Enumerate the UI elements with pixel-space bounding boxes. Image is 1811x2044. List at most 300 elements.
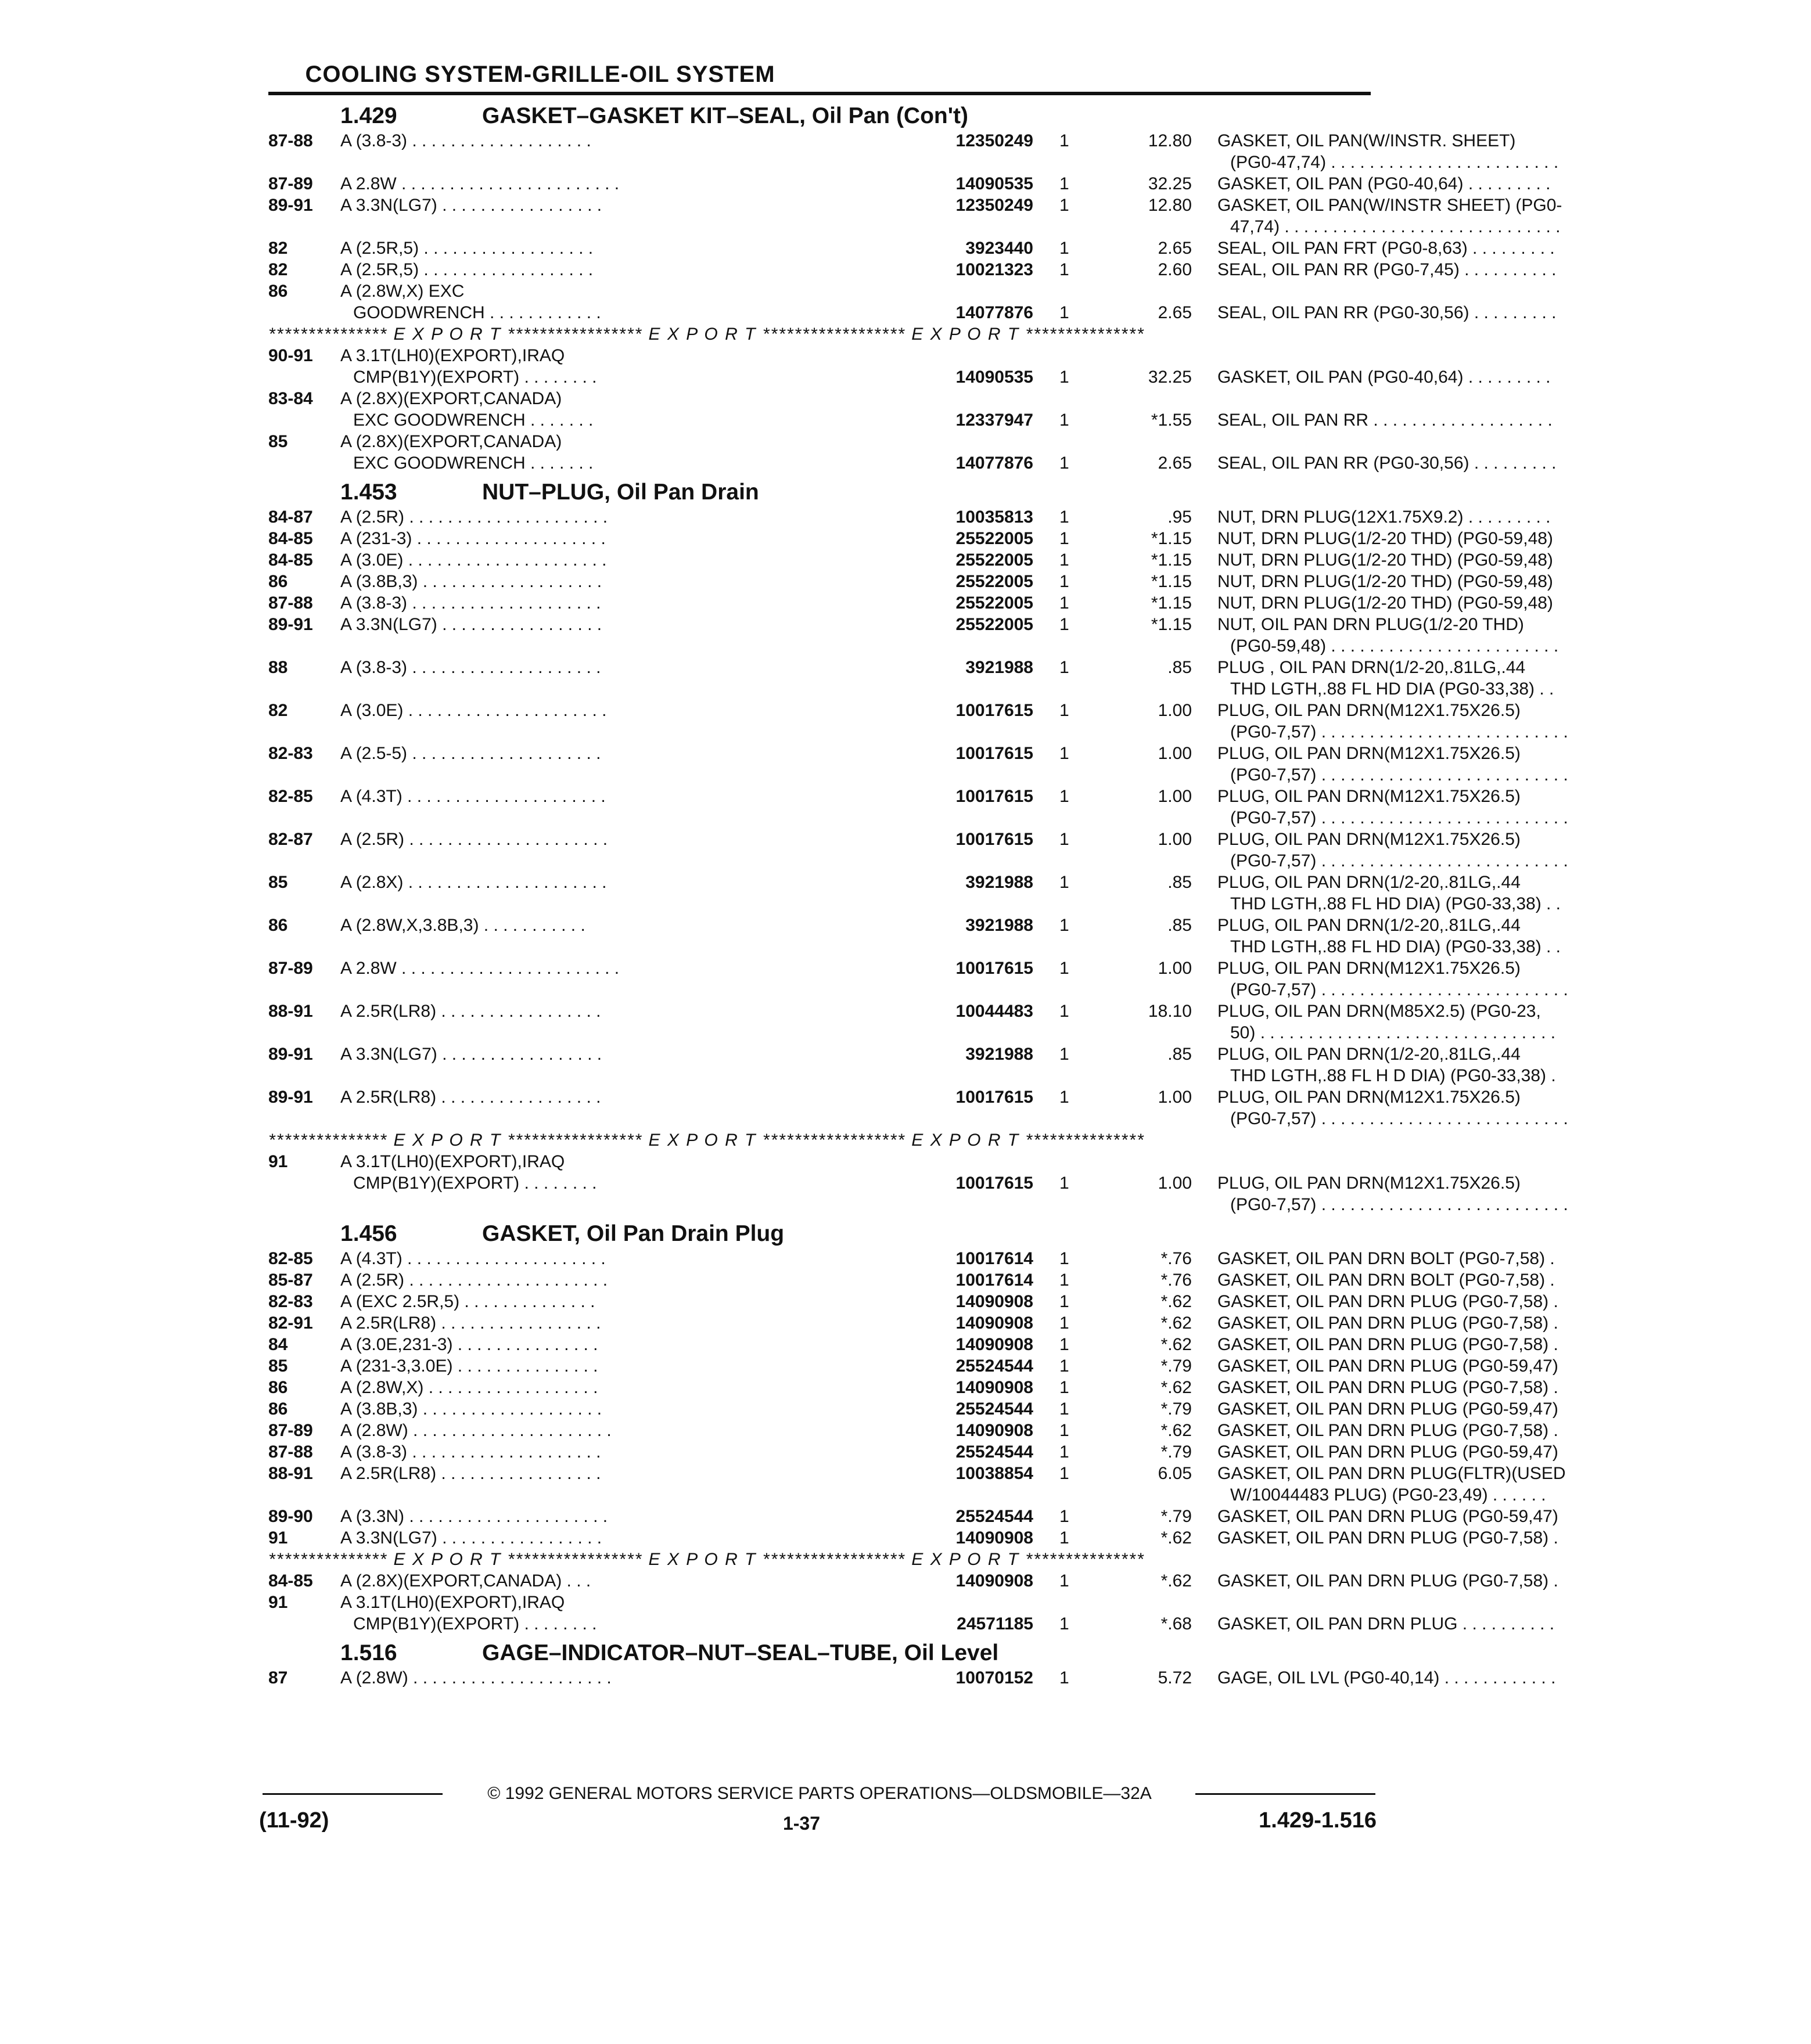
part-number: 10017615 [955,959,1033,978]
part-number: 10070152 [955,1668,1033,1687]
part-number: 3921988 [965,873,1033,892]
price: *.62 [1160,1335,1192,1354]
quantity: 1 [1059,260,1069,279]
description: GASKET, OIL PAN DRN PLUG (PG0-7,58) . [1217,1528,1558,1548]
part-number: 14090535 [955,174,1033,193]
quantity: 1 [1059,1442,1069,1462]
quantity: 1 [1059,593,1069,613]
description: PLUG, OIL PAN DRN(M12X1.75X26.5) [1217,1088,1521,1107]
application: A (2.5R) . . . . . . . . . . . . . . . . . . . . . [340,508,608,527]
quantity: 1 [1059,1174,1069,1193]
model-years: 87-89 [268,174,313,193]
application: A (3.3N) . . . . . . . . . . . . . . . . . . . . . [340,1507,608,1526]
section-heading [268,1215,1371,1248]
quantity: 1 [1059,303,1069,322]
description: GAGE, OIL LVL (PG0-40,14) . . . . . . . . . . . . [1217,1668,1556,1687]
application: A (3.0E) . . . . . . . . . . . . . . . . . . . . . [340,550,607,570]
list-item [268,1291,1558,1312]
part-number: 14090908 [955,1378,1033,1397]
application: A (3.0E,231-3) . . . . . . . . . . . . . . . [340,1335,598,1354]
description: GASKET, OIL PAN(W/INSTR. SHEET) [1217,131,1516,150]
model-years: 88 [268,658,288,677]
description: NUT, DRN PLUG(12X1.75X9.2) . . . . . . . . . [1217,508,1551,527]
model-years: 86 [268,1399,288,1419]
price: 18.10 [1148,1002,1192,1021]
price: .95 [1167,508,1192,527]
export-divider: *************** E X P O R T ***************** E X P O R T ****************** E X P O R T *************** [268,1131,1145,1150]
model-years: 84-87 [268,508,313,527]
list-item [268,614,1559,657]
application: A (2.8W,X) EXC [340,282,465,301]
price: *.62 [1160,1378,1192,1397]
description-cont: (PG0-7,57) . . . . . . . . . . . . . . . . . . . . . . . . . . [1230,1109,1568,1128]
description-cont: W/10044483 PLUG) (PG0-23,49) . . . . . . [1230,1485,1546,1505]
quantity: 1 [1059,411,1069,430]
quantity: 1 [1059,1088,1069,1107]
quantity: 1 [1059,916,1069,935]
list-item [268,958,1568,1001]
model-years: 82 [268,701,288,720]
model-years: 82-91 [268,1314,313,1333]
application: A (2.5-5) . . . . . . . . . . . . . . . . . . . . [340,744,601,763]
description: GASKET, OIL PAN DRN PLUG (PG0-7,58) . [1217,1378,1558,1397]
application: A 2.5R(LR8) . . . . . . . . . . . . . . . . . [340,1464,601,1483]
price: 6.05 [1158,1464,1192,1483]
list-item [268,388,1553,431]
price: *.76 [1160,1271,1192,1290]
model-years: 85 [268,873,288,892]
price: *1.55 [1151,411,1192,430]
application: A (3.8B,3) . . . . . . . . . . . . . . . . . . . [340,572,602,591]
application: A (EXC 2.5R,5) . . . . . . . . . . . . . . [340,1292,595,1311]
list-item [268,700,1568,743]
description: SEAL, OIL PAN FRT (PG0-8,63) . . . . . . . . . [1217,239,1555,258]
price: 1.00 [1158,830,1192,849]
part-number: 25522005 [955,593,1033,613]
part-number: 10017615 [955,787,1033,806]
price: *1.15 [1151,572,1192,591]
model-years: 84-85 [268,550,313,570]
description-cont: (PG0-7,57) . . . . . . . . . . . . . . . . . . . . . . . . . . [1230,808,1568,827]
price: 5.72 [1158,1668,1192,1687]
price: *.62 [1160,1314,1192,1333]
application: A (2.5R,5) . . . . . . . . . . . . . . . . . . [340,239,594,258]
part-number: 25524544 [955,1507,1033,1526]
description: PLUG, OIL PAN DRN(M12X1.75X26.5) [1217,1174,1521,1193]
price: 32.25 [1148,174,1192,193]
application-cont: GOODWRENCH . . . . . . . . . . . . [353,303,601,322]
quantity: 1 [1059,1045,1069,1064]
description-cont: (PG0-59,48) . . . . . . . . . . . . . . . . . . . . . . . . [1230,636,1559,656]
application: A 3.3N(LG7) . . . . . . . . . . . . . . . . . [340,615,602,634]
application: A (2.8X)(EXPORT,CANADA) . . . [340,1571,591,1590]
application: A (2.5R) . . . . . . . . . . . . . . . . . . . . . [340,1271,608,1290]
quantity: 1 [1059,830,1069,849]
price: 1.00 [1158,1088,1192,1107]
price: *.76 [1160,1249,1192,1268]
description: GASKET, OIL PAN DRN BOLT (PG0-7,58) . [1217,1249,1555,1268]
part-number: 25524544 [955,1399,1033,1419]
application: A 3.3N(LG7) . . . . . . . . . . . . . . . . . [340,1528,602,1548]
footer-copyright: © 1992 GENERAL MOTORS SERVICE PARTS OPERATIONS—OLDSMOBILE—32A [487,1784,1152,1803]
description: NUT, DRN PLUG(1/2-20 THD) (PG0-59,48) [1217,550,1553,570]
price: *1.15 [1151,550,1192,570]
application: A (3.0E) . . . . . . . . . . . . . . . . . . . . . [340,701,607,720]
part-number: 14090908 [955,1571,1033,1590]
price: 2.65 [1158,303,1192,322]
quantity: 1 [1059,615,1069,634]
description: PLUG, OIL PAN DRN(M12X1.75X26.5) [1217,787,1521,806]
part-number: 14077876 [955,454,1033,473]
price: 2.60 [1158,260,1192,279]
part-number: 24571185 [957,1614,1033,1633]
description-cont: 50) . . . . . . . . . . . . . . . . . . . . . . . . . . . . . . . [1230,1023,1556,1042]
part-number: 10017614 [955,1249,1033,1268]
price: *.62 [1160,1528,1192,1548]
list-item [268,528,1553,549]
price: .85 [1167,916,1192,935]
model-years: 87-88 [268,131,313,150]
application-cont: EXC GOODWRENCH . . . . . . . [353,411,594,430]
list-item [268,1377,1558,1398]
model-years: 89-91 [268,615,313,634]
quantity: 1 [1059,131,1069,150]
section-title: NUT–PLUG, Oil Pan Drain [482,480,759,505]
list-item [268,549,1553,571]
model-years: 85 [268,1356,288,1376]
part-number: 10017615 [955,744,1033,763]
part-number: 14090908 [955,1314,1033,1333]
part-number: 14090908 [955,1421,1033,1440]
application: A 3.1T(LH0)(EXPORT),IRAQ [340,346,565,365]
list-item [268,1570,1558,1592]
description: GASKET, OIL PAN DRN PLUG . . . . . . . . . . [1217,1614,1555,1633]
list-item [268,259,1557,280]
list-item [268,1463,1566,1506]
part-number: 3921988 [965,916,1033,935]
model-years: 82-85 [268,787,313,806]
quantity: 1 [1059,529,1069,548]
application: A (2.8X)(EXPORT,CANADA) [340,432,562,451]
application: A (3.8-3) . . . . . . . . . . . . . . . . . . . [340,131,591,150]
list-item [268,1248,1555,1269]
description: NUT, OIL PAN DRN PLUG(1/2-20 THD) [1217,615,1524,634]
model-years: 87-89 [268,1421,313,1440]
application: A (2.8W) . . . . . . . . . . . . . . . . . . . . . [340,1668,612,1687]
list-item [268,195,1562,237]
quantity: 1 [1059,1668,1069,1687]
part-number: 12350249 [955,131,1033,150]
part-number: 3923440 [965,239,1033,258]
quantity: 1 [1059,508,1069,527]
section-title: GASKET, Oil Pan Drain Plug [482,1221,785,1246]
application: A 3.1T(LH0)(EXPORT),IRAQ [340,1152,565,1171]
description-cont: THD LGTH,.88 FL H D DIA) (PG0-33,38) . [1230,1066,1556,1085]
model-years: 87-88 [268,593,313,613]
list-item [268,237,1555,259]
price: 1.00 [1158,744,1192,763]
description-cont: (PG0-7,57) . . . . . . . . . . . . . . . . . . . . . . . . . . [1230,851,1568,870]
price: 1.00 [1158,787,1192,806]
price: .85 [1167,1045,1192,1064]
application: A (2.8X) . . . . . . . . . . . . . . . . . . . . . [340,873,607,892]
list-item [268,872,1561,915]
list-item [268,173,1551,195]
quantity: 1 [1059,959,1069,978]
model-years: 87-89 [268,959,313,978]
model-years: 85-87 [268,1271,313,1290]
description-cont: (PG0-7,57) . . . . . . . . . . . . . . . . . . . . . . . . . . [1230,765,1568,785]
description-cont: (PG0-47,74) . . . . . . . . . . . . . . . . . . . . . . . . [1230,153,1559,172]
description: GASKET, OIL PAN DRN PLUG (PG0-59,47) [1217,1442,1558,1462]
model-years: 87-88 [268,1442,313,1462]
quantity: 1 [1059,1528,1069,1548]
description: SEAL, OIL PAN RR (PG0-7,45) . . . . . . . . . . [1217,260,1557,279]
description: SEAL, OIL PAN RR (PG0-30,56) . . . . . . . . . [1217,303,1557,322]
part-number: 10021323 [955,260,1033,279]
list-item [268,592,1553,614]
description: SEAL, OIL PAN RR . . . . . . . . . . . . . . . . . . . [1217,411,1553,430]
list-item [268,915,1561,958]
model-years: 86 [268,572,288,591]
part-number: 25522005 [955,529,1033,548]
price: *1.15 [1151,615,1192,634]
list-item [268,1001,1556,1043]
quantity: 1 [1059,701,1069,720]
description: GASKET, OIL PAN DRN PLUG (PG0-7,58) . [1217,1421,1558,1440]
section-heading [268,474,1371,506]
description-cont: (PG0-7,57) . . . . . . . . . . . . . . . . . . . . . . . . . . [1230,980,1568,999]
footer-date: (11-92) [259,1808,329,1833]
part-number: 3921988 [965,1045,1033,1064]
application: A 2.5R(LR8) . . . . . . . . . . . . . . . . . [340,1314,601,1333]
section-number: 1.456 [340,1221,397,1246]
application: A 3.1T(LH0)(EXPORT),IRAQ [340,1593,565,1612]
application: A 3.3N(LG7) . . . . . . . . . . . . . . . . . [340,1045,602,1064]
price: *.68 [1160,1614,1192,1633]
price: 12.80 [1148,131,1192,150]
description: PLUG , OIL PAN DRN(1/2-20,.81LG,.44 [1217,658,1526,677]
quantity: 1 [1059,787,1069,806]
quantity: 1 [1059,1507,1069,1526]
list-item [268,506,1551,528]
description: PLUG, OIL PAN DRN(M12X1.75X26.5) [1217,744,1521,763]
part-number: 14090908 [955,1528,1033,1548]
description-cont: 47,74) . . . . . . . . . . . . . . . . . . . . . . . . . . . . . [1230,217,1561,236]
description: GASKET, OIL PAN DRN PLUG (PG0-7,58) . [1217,1314,1558,1333]
parts-listing [268,98,1568,1689]
description-cont: (PG0-7,57) . . . . . . . . . . . . . . . . . . . . . . . . . . [1230,1195,1568,1214]
model-years: 82 [268,239,288,258]
model-years: 89-91 [268,1045,313,1064]
price: 1.00 [1158,1174,1192,1193]
quantity: 1 [1059,1314,1069,1333]
model-years: 85 [268,432,288,451]
description: SEAL, OIL PAN RR (PG0-30,56) . . . . . . . . . [1217,454,1557,473]
description: GASKET, OIL PAN DRN PLUG (PG0-59,47) [1217,1356,1558,1376]
application: A (231-3) . . . . . . . . . . . . . . . . . . . . [340,529,606,548]
description: NUT, DRN PLUG(1/2-20 THD) (PG0-59,48) [1217,572,1553,591]
model-years: 82-83 [268,1292,313,1311]
application: A 2.8W . . . . . . . . . . . . . . . . . . . . . . . [340,174,620,193]
part-number: 14090535 [955,368,1033,387]
quantity: 1 [1059,196,1069,215]
footer-section-range: 1.429-1.516 [1259,1808,1377,1833]
model-years: 90-91 [268,346,313,365]
model-years: 89-91 [268,196,313,215]
list-item [268,130,1559,173]
application: A (4.3T) . . . . . . . . . . . . . . . . . . . . . [340,787,606,806]
model-years: 82-87 [268,830,313,849]
list-item [268,1592,1555,1635]
part-number: 25524544 [955,1356,1033,1376]
quantity: 1 [1059,239,1069,258]
export-divider: *************** E X P O R T ***************** E X P O R T ****************** E X P O R T *************** [268,325,1145,344]
price: 1.00 [1158,959,1192,978]
part-number: 10044483 [955,1002,1033,1021]
list-item [268,1312,1558,1334]
list-item [268,1151,1568,1215]
description: NUT, DRN PLUG(1/2-20 THD) (PG0-59,48) [1217,529,1553,548]
list-item [268,1086,1568,1129]
description: NUT, DRN PLUG(1/2-20 THD) (PG0-59,48) [1217,593,1553,613]
list-item [268,571,1553,592]
application: A (3.8-3) . . . . . . . . . . . . . . . . . . . . [340,1442,601,1462]
model-years: 82 [268,260,288,279]
part-number: 25524544 [955,1442,1033,1462]
price: .85 [1167,873,1192,892]
price: 32.25 [1148,368,1192,387]
application: A (2.8W,X) . . . . . . . . . . . . . . . . . . [340,1378,598,1397]
section-title: GASKET–GASKET KIT–SEAL, Oil Pan (Con't) [482,103,968,128]
application-cont: CMP(B1Y)(EXPORT) . . . . . . . . [353,1174,597,1193]
model-years: 86 [268,916,288,935]
model-years: 86 [268,282,288,301]
description: GASKET, OIL PAN DRN PLUG (PG0-7,58) . [1217,1571,1558,1590]
list-item [268,1398,1558,1420]
description: PLUG, OIL PAN DRN(M12X1.75X26.5) [1217,701,1521,720]
section-number: 1.516 [340,1640,397,1665]
application: A (2.5R,5) . . . . . . . . . . . . . . . . . . [340,260,594,279]
part-number: 10017615 [955,701,1033,720]
quantity: 1 [1059,1335,1069,1354]
description-cont: THD LGTH,.88 FL HD DIA) (PG0-33,38) . . [1230,937,1561,956]
description: GASKET, OIL PAN (PG0-40,64) . . . . . . . . . [1217,368,1551,387]
list-item [268,743,1568,786]
list-item [268,431,1557,474]
application: A 2.8W . . . . . . . . . . . . . . . . . . . . . . . [340,959,620,978]
footer-rule-left [263,1793,443,1795]
part-number: 10017615 [955,1088,1033,1107]
description-cont: (PG0-7,57) . . . . . . . . . . . . . . . . . . . . . . . . . . [1230,722,1568,742]
list-item [268,829,1568,872]
price: *.79 [1160,1507,1192,1526]
quantity: 1 [1059,1249,1069,1268]
quantity: 1 [1059,1378,1069,1397]
list-item [268,786,1568,829]
application-cont: EXC GOODWRENCH . . . . . . . [353,454,594,473]
model-years: 83-84 [268,389,313,408]
description: PLUG, OIL PAN DRN(1/2-20,.81LG,.44 [1217,1045,1521,1064]
quantity: 1 [1059,1421,1069,1440]
price: *.62 [1160,1571,1192,1590]
application: A (3.8-3) . . . . . . . . . . . . . . . . . . . . [340,593,601,613]
quantity: 1 [1059,1399,1069,1419]
model-years: 82-83 [268,744,313,763]
application: A (2.8W) . . . . . . . . . . . . . . . . . . . . . [340,1421,612,1440]
part-number: 10017614 [955,1271,1033,1290]
part-number: 25522005 [955,615,1033,634]
price: *.79 [1160,1399,1192,1419]
quantity: 1 [1059,1571,1069,1590]
model-years: 87 [268,1668,288,1687]
part-number: 14090908 [955,1292,1033,1311]
quantity: 1 [1059,550,1069,570]
list-item [268,1269,1555,1291]
application-cont: CMP(B1Y)(EXPORT) . . . . . . . . [353,1614,597,1633]
model-years: 88-91 [268,1002,313,1021]
model-years: 91 [268,1528,288,1548]
list-item [268,1355,1558,1377]
footer-page-number: 1-37 [782,1813,821,1834]
list-item [268,1420,1558,1441]
part-number: 10017615 [955,1174,1033,1193]
part-number: 10035813 [955,508,1033,527]
quantity: 1 [1059,1002,1069,1021]
application: A (2.8W,X,3.8B,3) . . . . . . . . . . . [340,916,585,935]
quantity: 1 [1059,658,1069,677]
part-number: 14077876 [955,303,1033,322]
description: GASKET, OIL PAN DRN PLUG (PG0-7,58) . [1217,1292,1558,1311]
model-years: 89-90 [268,1507,313,1526]
model-years: 91 [268,1152,288,1171]
application: A (231-3,3.0E) . . . . . . . . . . . . . . . [340,1356,598,1376]
description: PLUG, OIL PAN DRN(1/2-20,.81LG,.44 [1217,873,1521,892]
section-number: 1.429 [340,103,397,128]
list-item [268,1667,1556,1689]
part-number: 25522005 [955,550,1033,570]
quantity: 1 [1059,744,1069,763]
model-years: 82-85 [268,1249,313,1268]
price: *.79 [1160,1356,1192,1376]
part-number: 10038854 [955,1464,1033,1483]
quantity: 1 [1059,572,1069,591]
list-item [268,1506,1558,1527]
price: *1.15 [1151,593,1192,613]
list-item [268,280,1557,323]
quantity: 1 [1059,1614,1069,1633]
quantity: 1 [1059,454,1069,473]
model-years: 88-91 [268,1464,313,1483]
footer-rule-right [1195,1793,1375,1795]
application-cont: CMP(B1Y)(EXPORT) . . . . . . . . [353,368,597,387]
list-item [268,1527,1558,1549]
description: PLUG, OIL PAN DRN(M12X1.75X26.5) [1217,959,1521,978]
part-number: 12350249 [955,196,1033,215]
description: PLUG, OIL PAN DRN(M85X2.5) (PG0-23, [1217,1002,1541,1021]
application: A 2.5R(LR8) . . . . . . . . . . . . . . . . . [340,1002,601,1021]
list-item [268,345,1551,388]
list-item [268,1043,1556,1086]
price: .85 [1167,658,1192,677]
description: GASKET, OIL PAN (PG0-40,64) . . . . . . . . . [1217,174,1551,193]
description: PLUG, OIL PAN DRN(M12X1.75X26.5) [1217,830,1521,849]
application: A (3.8-3) . . . . . . . . . . . . . . . . . . . . [340,658,601,677]
page-title: COOLING SYSTEM-GRILLE-OIL SYSTEM [305,62,775,87]
model-years: 89-91 [268,1088,313,1107]
quantity: 1 [1059,368,1069,387]
section-heading [268,1635,1371,1667]
